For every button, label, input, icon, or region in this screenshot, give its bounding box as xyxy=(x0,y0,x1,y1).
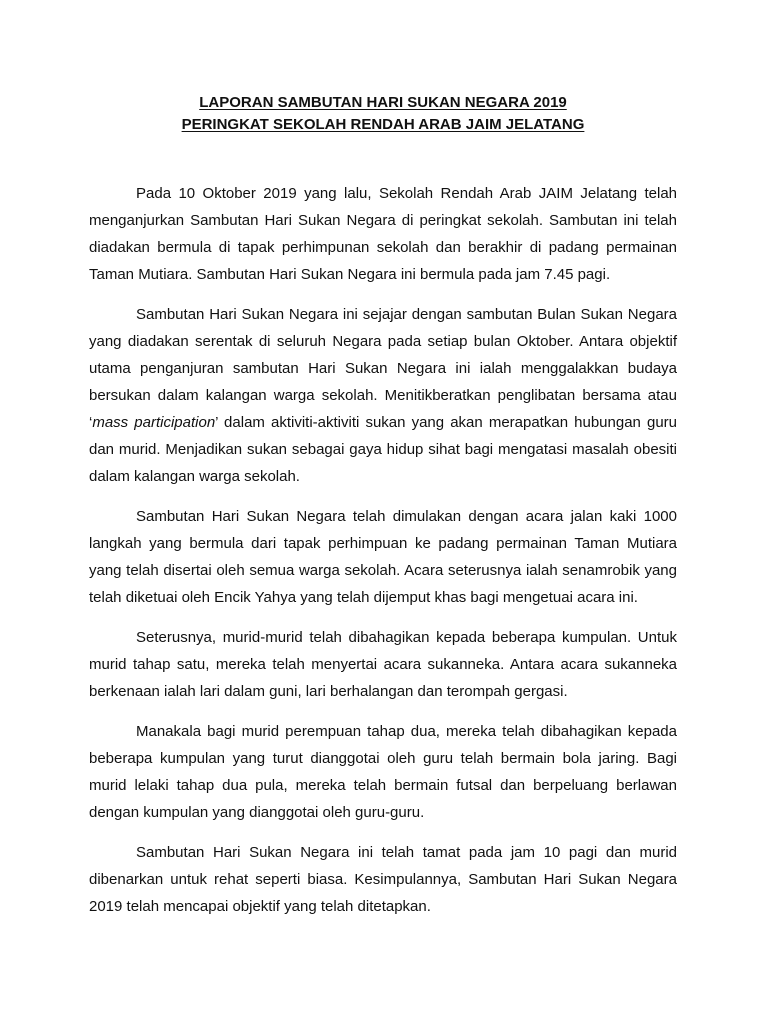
document-title-line-1: LAPORAN SAMBUTAN HARI SUKAN NEGARA 2019 xyxy=(199,94,567,111)
paragraph-5: Manakala bagi murid perempuan tahap dua, mereka telah dibahagikan kepada beberapa kumpulan yang turut dianggotai oleh guru telah bermain bola jaring. Bagi murid lelaki tahap dua pula, mereka telah bermain futsal dan berpeluang berlawan dengan kumpulan yang dianggotai oleh guru-guru. xyxy=(89,723,677,821)
document-page xyxy=(89,92,677,933)
paragraph-4: Seterusnya, murid-murid telah dibahagikan kepada beberapa kumpulan. Untuk murid tahap satu, mereka telah menyertai acara sukanneka. Antara acara sukanneka berkenaan ialah lari dalam guni, lari berhalangan dan terompah gergasi. xyxy=(89,629,677,700)
paragraph-2-italic-term: mass participation xyxy=(92,414,216,431)
paragraph-2-text-after: ’ dalam aktiviti-aktiviti sukan yang akan merapatkan hubungan guru dan murid. Menjadikan sukan sebagai gaya hidup sihat bagi mengatasi masalah obesiti dalam kalangan warga sekolah. xyxy=(89,414,677,485)
document-body xyxy=(89,180,677,920)
paragraph-3: Sambutan Hari Sukan Negara telah dimulakan dengan acara jalan kaki 1000 langkah yang bermula dari tapak perhimpuan ke padang permainan Taman Mutiara yang telah disertai oleh semua warga sekolah. Acara seterusnya ialah senamrobik yang telah diketuai oleh Encik Yahya yang telah dijemput khas bagi mengetuai acara ini. xyxy=(89,508,677,606)
paragraph-2 xyxy=(89,301,677,490)
paragraph-1: Pada 10 Oktober 2019 yang lalu, Sekolah Rendah Arab JAIM Jelatang telah menganjurkan Sambutan Hari Sukan Negara di peringkat sekolah. Sambutan ini telah diadakan bermula di tapak perhimpunan sekolah dan berakhir di padang permainan Taman Mutiara. Sambutan Hari Sukan Negara ini bermula pada jam 7.45 pagi. xyxy=(89,185,677,283)
paragraph-2-text-before: Sambutan Hari Sukan Negara ini sejajar dengan sambutan Bulan Sukan Negara yang diadakan serentak di seluruh Negara pada setiap bulan Oktober. Antara objektif utama penganjuran sambutan Hari Sukan Negara ini ialah menggalakkan budaya bersukan dalam kalangan warga sekolah. Menitikberatkan penglibatan bersama atau ‘ xyxy=(89,306,677,431)
paragraph-6: Sambutan Hari Sukan Negara ini telah tamat pada jam 10 pagi dan murid dibenarkan untuk rehat seperti biasa. Kesimpulannya, Sambutan Hari Sukan Negara 2019 telah mencapai objektif yang telah ditetapkan. xyxy=(89,844,677,915)
document-title-line-2: PERINGKAT SEKOLAH RENDAH ARAB JAIM JELATANG xyxy=(181,116,585,133)
